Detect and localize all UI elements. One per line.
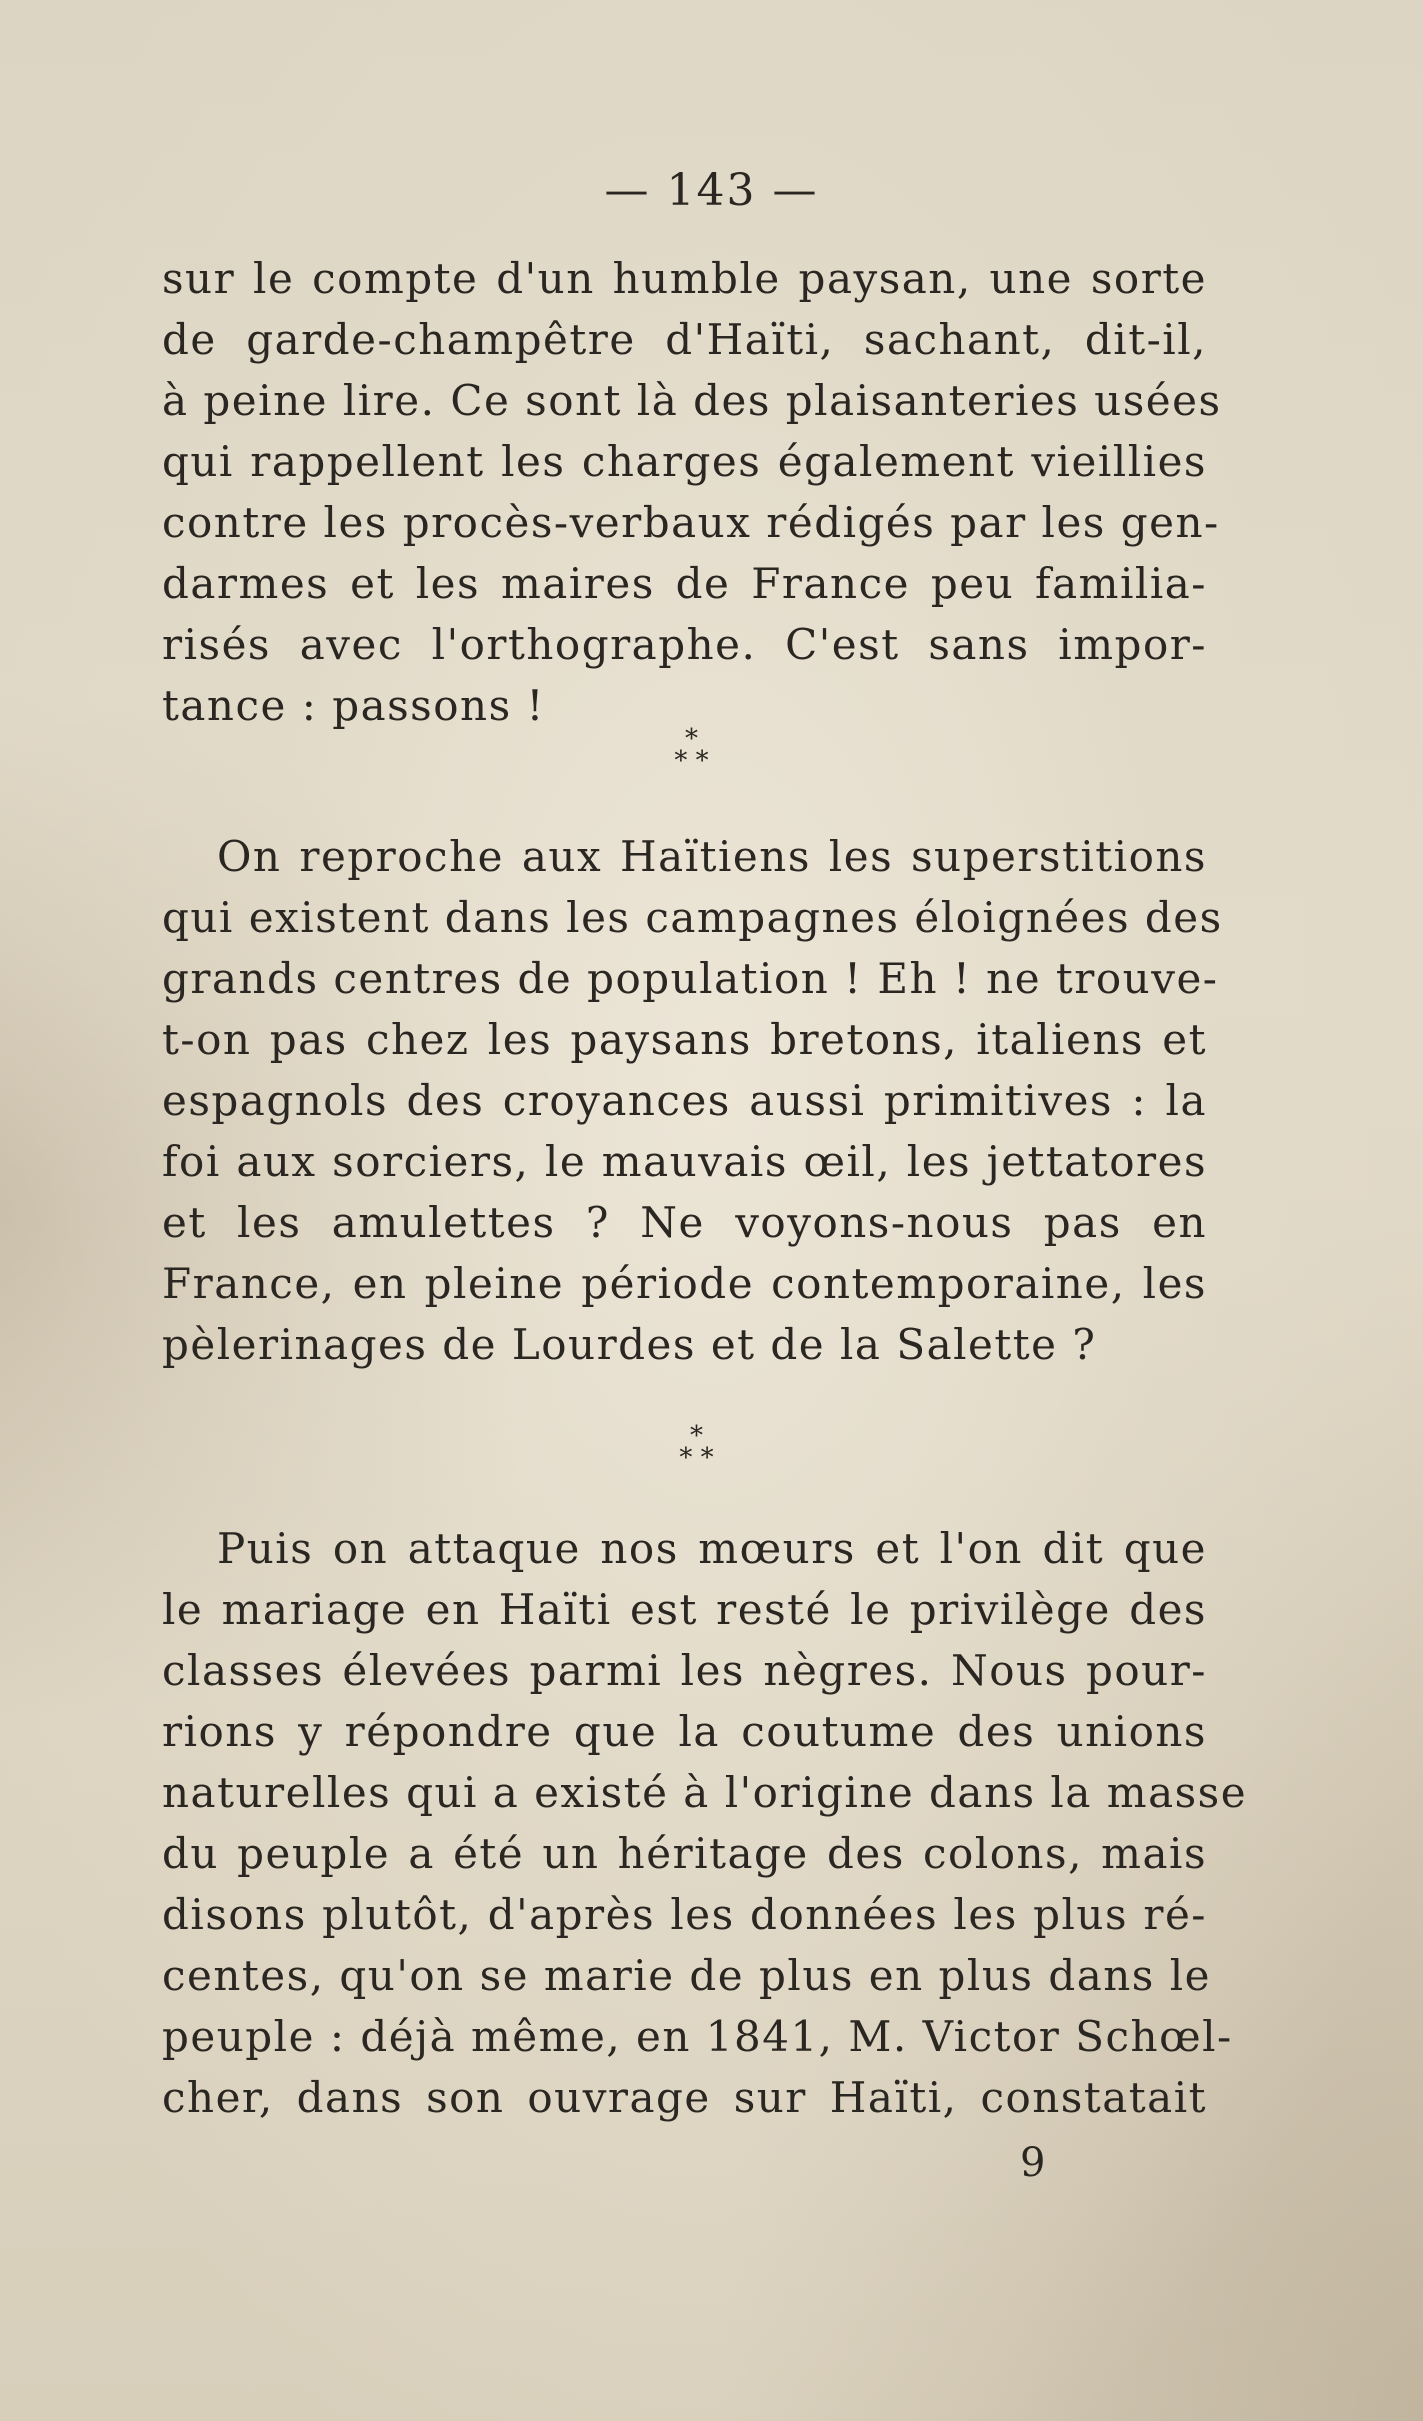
text-line: Puis on attaque nos mœurs et l'on dit que — [217, 1524, 1207, 1573]
text-line: t-on pas chez les paysans bretons, italiens et — [162, 1015, 1207, 1064]
text-line: cher, dans son ouvrage sur Haïti, constatait — [162, 2073, 1207, 2122]
text-line: du peuple a été un héritage des colons, mais — [162, 1829, 1207, 1878]
text-line: rions y répondre que la coutume des unions — [162, 1707, 1207, 1756]
text-line: disons plutôt, d'après les données les plus ré- — [162, 1890, 1207, 1939]
text-line: peuple : déjà même, en 1841, M. Victor Schœl- — [162, 2012, 1233, 2061]
paragraph-1 — [162, 248, 1222, 736]
text-line: classes élevées parmi les nègres. Nous pour- — [162, 1646, 1207, 1695]
section-break-asterism — [0, 1421, 1408, 1473]
text-line: le mariage en Haïti est resté le privilège des — [162, 1585, 1207, 1634]
asterism-top: * — [690, 1421, 703, 1451]
text-line: grands centres de population ! Eh ! ne trouve- — [162, 954, 1219, 1003]
text-line: qui rappellent les charges également vieillies — [162, 437, 1207, 486]
asterism-bottom: * * — [674, 746, 709, 776]
text-line: darmes et les maires de France peu familia- — [162, 559, 1207, 608]
section-break-asterism — [0, 724, 1403, 776]
text-line: foi aux sorciers, le mauvais œil, les jettatores — [162, 1137, 1207, 1186]
signature-mark: 9 — [1020, 2140, 1046, 2186]
text-line: qui existent dans les campagnes éloignées des — [162, 893, 1223, 942]
text-line: tance : passons ! — [162, 681, 545, 730]
text-line: contre les procès-verbaux rédigés par les gen- — [162, 498, 1220, 547]
text-line: pèlerinages de Lourdes et de la Salette ? — [162, 1320, 1097, 1369]
text-line: espagnols des croyances aussi primitives : la — [162, 1076, 1207, 1125]
paragraph-3 — [162, 1518, 1248, 2128]
text-line: naturelles qui a existé à l'origine dans la masse — [162, 1768, 1248, 1817]
text-line: à peine lire. Ce sont là des plaisanteries usées — [162, 376, 1222, 425]
page-number: — 143 — — [604, 165, 819, 216]
text-line: de garde-champêtre d'Haïti, sachant, dit-il, — [162, 315, 1207, 364]
asterism-top: * — [685, 724, 698, 754]
text-line: risés avec l'orthographe. C'est sans impor- — [162, 620, 1207, 669]
text-line: France, en pleine période contemporaine, les — [162, 1259, 1207, 1308]
text-line: sur le compte d'un humble paysan, une sorte — [162, 254, 1207, 303]
text-line: et les amulettes ? Ne voyons-nous pas en — [162, 1198, 1207, 1247]
text-line: On reproche aux Haïtiens les superstitions — [217, 832, 1207, 881]
paragraph-2 — [162, 826, 1223, 1375]
text-line: centes, qu'on se marie de plus en plus dans le — [162, 1951, 1211, 2000]
asterism-bottom: * * — [679, 1443, 714, 1473]
